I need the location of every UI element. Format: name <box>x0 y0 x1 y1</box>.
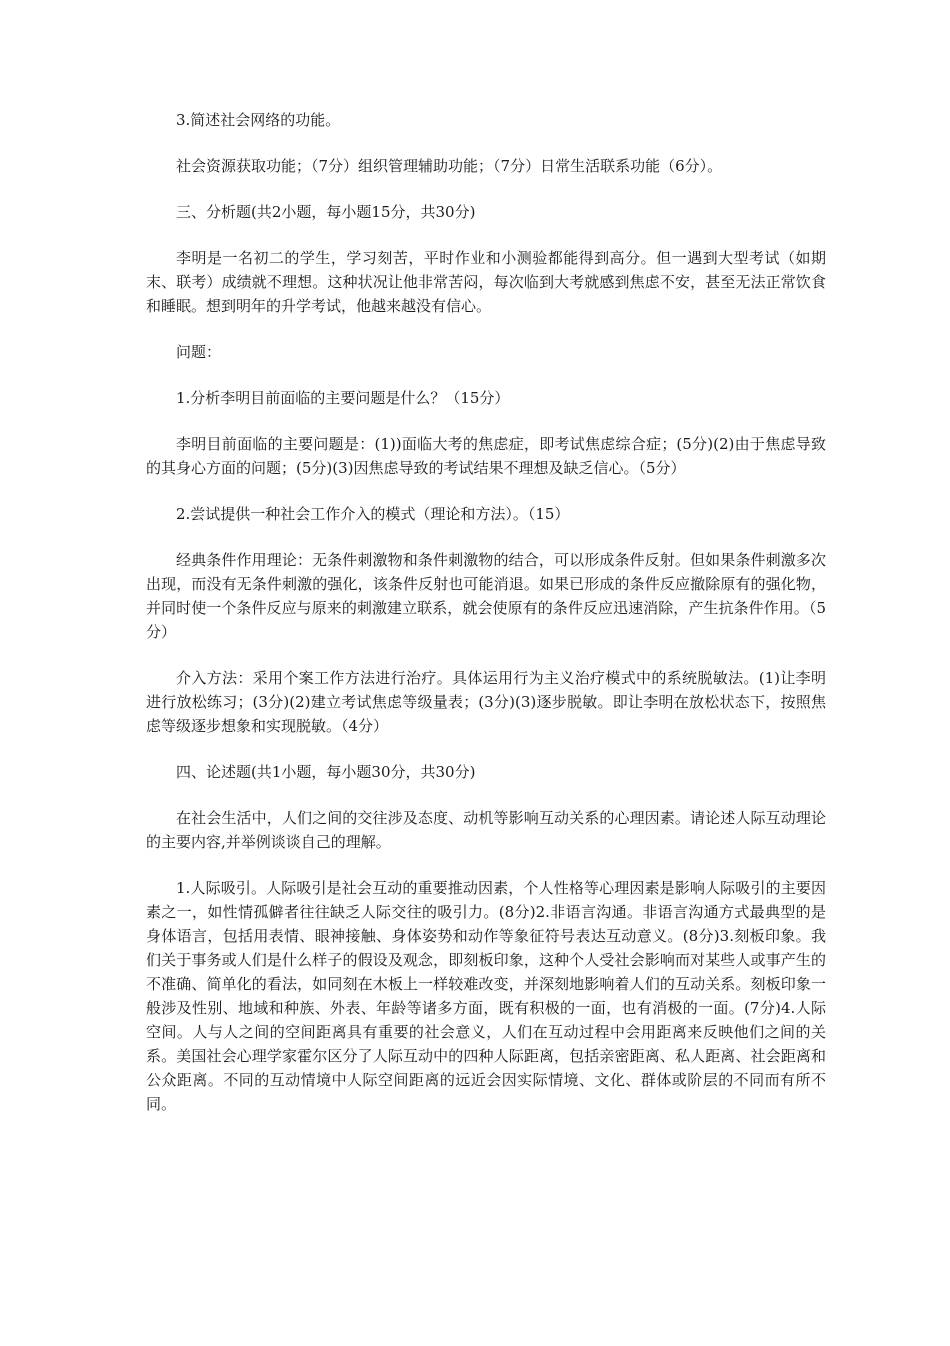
question-label: 问题： <box>176 343 222 361</box>
answer-paragraph: 1.人际吸引。人际吸引是社会互动的重要推动因素，个人性格等心理因素是影响人际吸引的主要因素之一，如性情孤僻者往往缺乏人际交往的吸引力。(8分)2.非语言沟通。非语言沟通方式最典型的是身体语言，包括用表情、眼神接触、身体姿势和动作等象征符号表达互动意义。(8分)3.刻板印象。我们关于事务或人们是什么样子的假设及观念，即刻板印象，这种个人受社会影响而对某些人或事产生的不准确、简单化的看法，如同刻在木板上一样较难改变，并深刻地影响着人们的互动关系。刻板印象一般涉及性别、地域和种族、外表、年龄等诸多方面，既有积极的一面，也有消极的一面。(7分)4.人际空间。人与人之间的空间距离具有重要的社会意义，人们在互动过程中会用距离来反映他们之间的关系。美国社会心理学家霍尔区分了人际互动中的四种人际距离，包括亲密距离、私人距离、社会距离和公众距离。不同的互动情境中人际空间距离的远近会因实际情境、文化、群体或阶层的不同而有所不同。 <box>146 879 826 1113</box>
section-heading: 三、分析题(共2小题，每小题15分，共30分) <box>176 203 476 221</box>
question-heading: 3.简述社会网络的功能。 <box>176 111 341 129</box>
section-heading: 四、论述题(共1小题，每小题30分，共30分) <box>176 763 476 781</box>
answer-paragraph: 经典条件作用理论：无条件刺激物和条件刺激物的结合，可以形成条件反射。但如果条件刺激多次出现，而没有无条件刺激的强化，该条件反射也可能消退。如果已形成的条件反应撤除原有的强化物，并同时使一个条件反应与原来的刺激建立联系，就会使原有的条件反应迅速消除，产生抗条件作用。（5分） <box>146 551 826 641</box>
essay-prompt: 在社会生活中，人们之间的交往涉及态度、动机等影响互动关系的心理因素。请论述人际互动理论的主要内容,并举例谈谈自己的理解。 <box>146 809 826 851</box>
document-body <box>146 108 826 1138</box>
question-heading: 1.分析李明目前面临的主要问题是什么？（15分） <box>176 389 510 407</box>
answer-paragraph: 介入方法：采用个案工作方法进行治疗。具体运用行为主义治疗模式中的系统脱敏法。(1)让李明进行放松练习；(3分)(2)建立考试焦虑等级量表；(3分)(3)逐步脱敏。即让李明在放松状态下，按照焦虑等级逐步想象和实现脱敏。（4分） <box>146 669 826 735</box>
answer-paragraph: 社会资源获取功能；（7分）组织管理辅助功能；（7分）日常生活联系功能（6分）。 <box>176 157 723 175</box>
case-description: 李明是一名初二的学生，学习刻苦，平时作业和小测验都能得到高分。但一遇到大型考试（如期末、联考）成绩就不理想。这种状况让他非常苦闷，每次临到大考就感到焦虑不安，甚至无法正常饮食和睡眠。想到明年的升学考试，他越来越没有信心。 <box>146 249 826 315</box>
answer-paragraph: 李明目前面临的主要问题是：(1))面临大考的焦虑症，即考试焦虑综合症；(5分)(2)由于焦虑导致的其身心方面的问题；(5分)(3)因焦虑导致的考试结果不理想及缺乏信心。（5分） <box>146 435 826 477</box>
question-heading: 2.尝试提供一种社会工作介入的模式（理论和方法）。（15） <box>176 505 570 523</box>
